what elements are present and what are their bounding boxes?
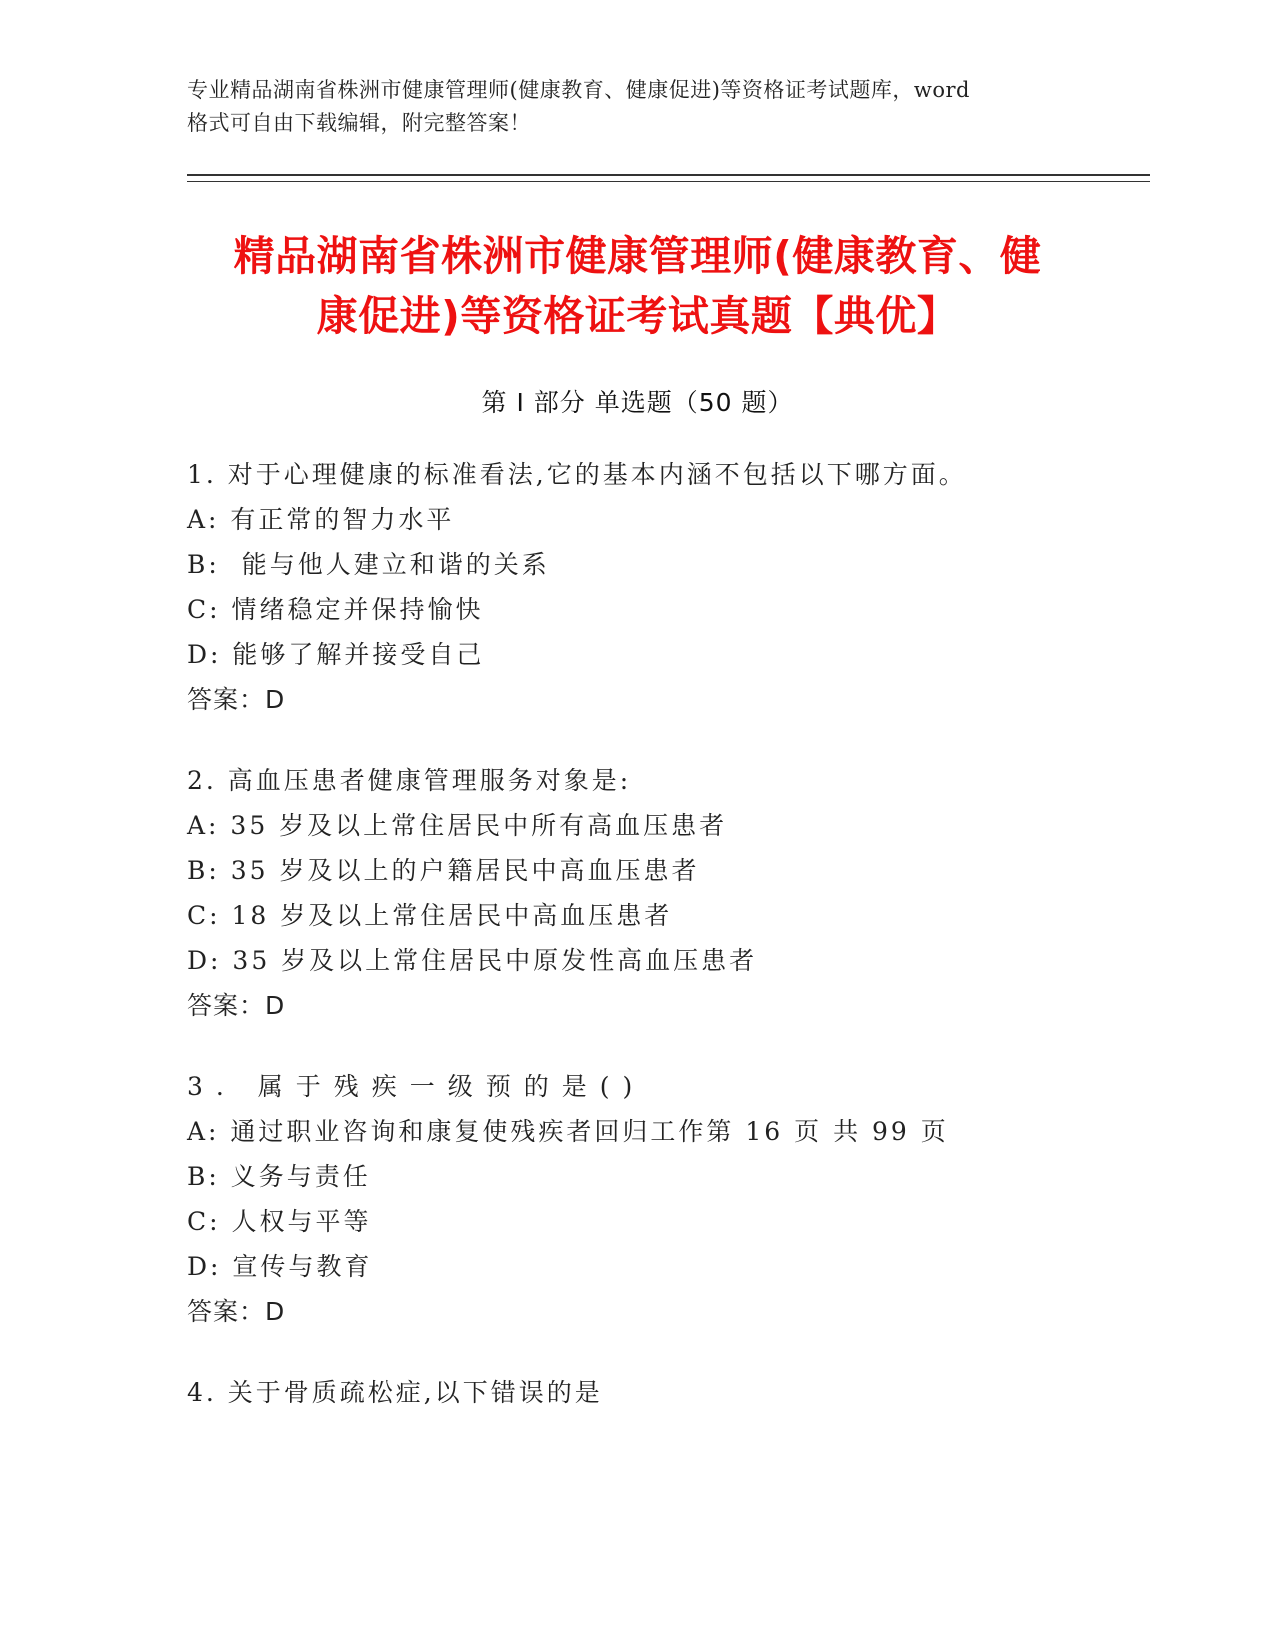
option-a: A: 有正常的智力水平 <box>187 505 455 534</box>
answer: 答案：D <box>187 991 286 1020</box>
option-d: D: 能够了解并接受自己 <box>187 640 485 669</box>
option-c: C: 情绪稳定并保持愉快 <box>187 595 484 624</box>
option-b: B: 35 岁及以上的户籍居民中高血压患者 <box>187 856 700 885</box>
header-note <box>187 74 1087 140</box>
section-title: 第 I 部分 单选题（50 题） <box>481 388 794 417</box>
option-a: A: 35 岁及以上常住居民中所有高血压患者 <box>187 811 728 840</box>
document-title <box>180 226 1095 346</box>
option-a: A: 通过职业咨询和康复使残疾者回归工作第 16 页 共 99 页 <box>187 1117 949 1146</box>
answer: 答案：D <box>187 685 286 714</box>
question-2 <box>187 758 1087 1028</box>
header-note-line-1: 专业精品湖南省株洲市健康管理师(健康教育、健康促进)等资格证考试题库，word <box>187 78 970 102</box>
header-note-line-2: 格式可自由下载编辑，附完整答案！ <box>187 111 531 135</box>
question-stem: 3. 属于残疾一级预的是() <box>187 1072 646 1101</box>
option-c: C: 18 岁及以上常住居民中高血压患者 <box>187 901 673 930</box>
option-c: C: 人权与平等 <box>187 1207 372 1236</box>
option-b: B: 义务与责任 <box>187 1162 371 1191</box>
header-divider-thin <box>187 181 1150 182</box>
answer: 答案：D <box>187 1297 286 1326</box>
option-d: D: 宣传与教育 <box>187 1252 373 1281</box>
option-d: D: 35 岁及以上常住居民中原发性高血压患者 <box>187 946 758 975</box>
question-stem: 4. 关于骨质疏松症,以下错误的是 <box>187 1378 603 1407</box>
question-4 <box>187 1370 1087 1415</box>
question-stem: 1. 对于心理健康的标准看法,它的基本内涵不包括以下哪方面。 <box>187 460 967 489</box>
question-3 <box>187 1064 1087 1334</box>
header-divider-thick <box>187 174 1150 176</box>
question-stem: 2. 高血压患者健康管理服务对象是: <box>187 766 632 795</box>
question-1 <box>187 452 1087 722</box>
option-b: B: 能与他人建立和谐的关系 <box>187 550 550 579</box>
document-title-line-2: 康促进)等资格证考试真题【典优】 <box>316 292 959 340</box>
document-title-line-1: 精品湖南省株洲市健康管理师(健康教育、健 <box>233 232 1042 280</box>
